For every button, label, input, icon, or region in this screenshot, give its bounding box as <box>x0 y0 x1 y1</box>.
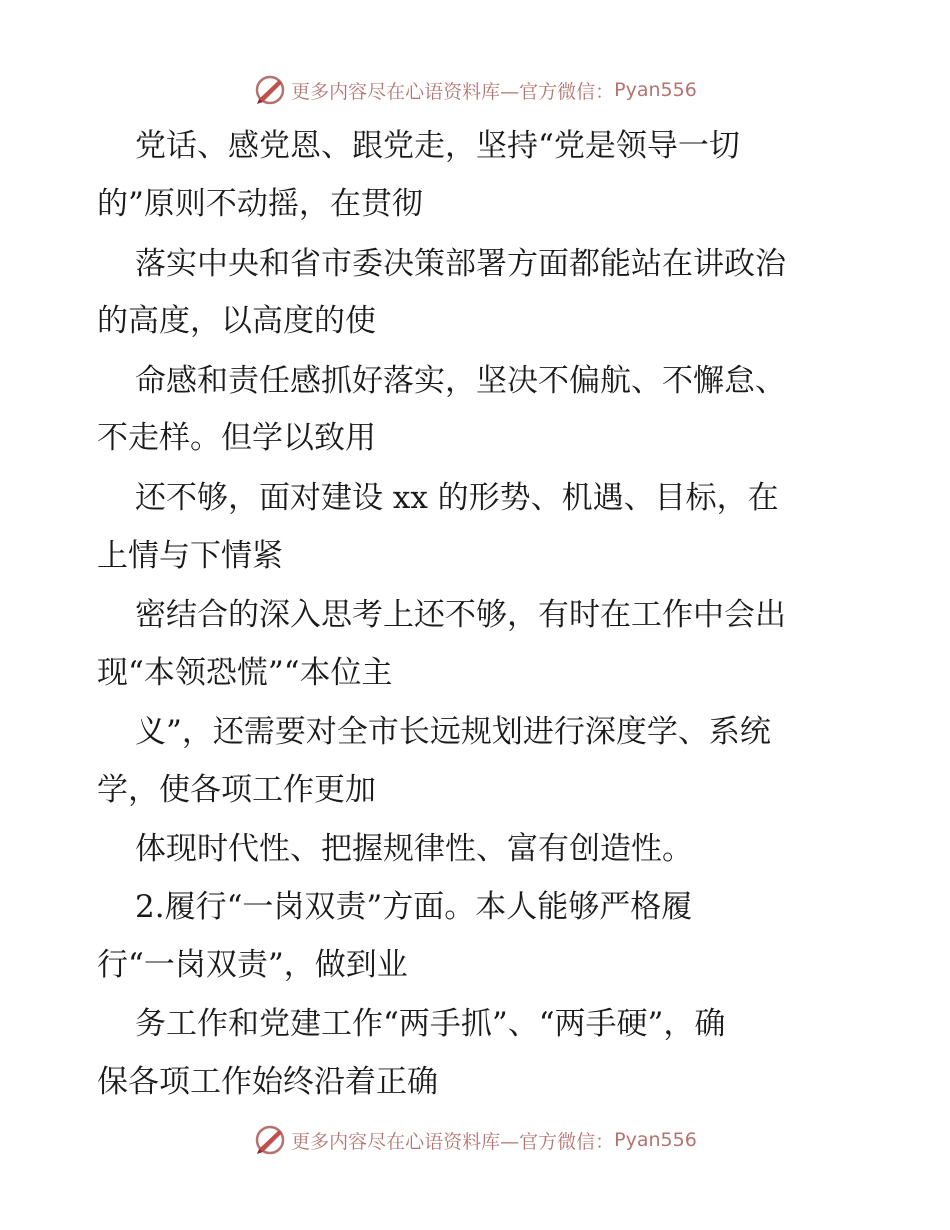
text-line: 义”，还需要对全市长远规划进行深度学、系统 <box>135 714 771 750</box>
text-line: 行“一岗双责”，做到业 <box>97 947 408 983</box>
text-line: 的高度，以高度的使 <box>97 303 376 339</box>
text-line: 务工作和党建工作“两手抓”、“两手硬”，确 <box>135 1006 726 1042</box>
text-line: 命感和责任感抓好落实，坚决不偏航、不懈怠、 <box>135 363 786 399</box>
text-line: 密结合的深入思考上还不够，有时在工作中会出 <box>135 597 786 633</box>
text-line: 上情与下情紧 <box>97 538 283 574</box>
text-line: 2.履行“一岗双责”方面。本人能够严格履 <box>135 889 693 925</box>
text-line: 不走样。但学以致用 <box>97 420 376 456</box>
header-watermark <box>0 70 950 110</box>
text-line: 党话、感党恩、跟党走，坚持“党是领导一切 <box>135 128 740 164</box>
pen-logo-icon <box>253 1123 287 1157</box>
pen-logo-icon <box>253 73 287 107</box>
watermark-wechat-id: Pyan556 <box>614 79 697 101</box>
text-line: 现“本领恐慌”“本位主 <box>97 655 393 691</box>
watermark-text: 更多内容尽在心语资料库—官方微信： <box>291 80 615 103</box>
text-line: 落实中央和省市委决策部署方面都能站在讲政治 <box>135 246 786 282</box>
text-line: 还不够，面对建设 xx 的形势、机遇、目标，在 <box>135 480 779 516</box>
footer-watermark <box>0 1120 950 1160</box>
watermark-wechat-id: Pyan556 <box>614 1129 697 1151</box>
text-line: 学，使各项工作更加 <box>97 772 376 808</box>
text-line: 体现时代性、把握规律性、富有创造性。 <box>135 831 693 867</box>
text-line: 的”原则不动摇，在贯彻 <box>97 186 423 222</box>
watermark-text: 更多内容尽在心语资料库—官方微信： <box>291 1130 615 1153</box>
text-line: 保各项工作始终沿着正确 <box>97 1064 438 1100</box>
